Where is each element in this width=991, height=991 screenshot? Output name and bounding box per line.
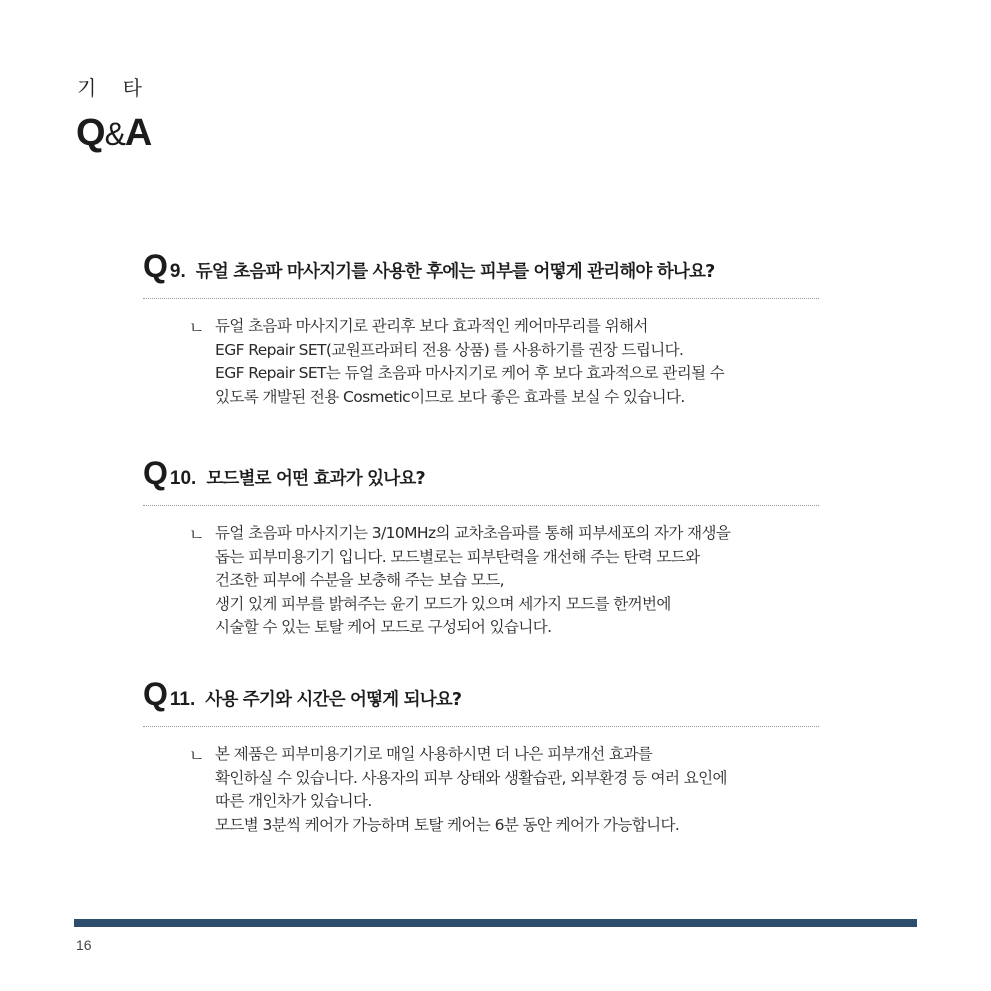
answer-line: 따른 개인차가 있습니다. bbox=[215, 792, 372, 810]
answer-line: EGF Repair SET(교원프라퍼티 전용 상품) 를 사용하기를 권장 드립니다. bbox=[215, 340, 684, 359]
qa-block-10 bbox=[143, 457, 819, 640]
answer-line: 시술할 수 있는 토탈 케어 모드로 구성되어 있습니다. bbox=[215, 618, 552, 636]
answer-block bbox=[143, 743, 819, 837]
question-letter: Q bbox=[143, 455, 168, 491]
answer-line: 돕는 피부미용기기 입니다. 모드별로는 피부탄력을 개선해 주는 탄력 모드와 bbox=[215, 547, 700, 566]
question-text: 모드별로 어떤 효과가 있나요? bbox=[206, 469, 425, 489]
answer-block bbox=[143, 522, 819, 640]
answer-mark: ㄴ bbox=[189, 525, 205, 544]
answer-line: 건조한 피부에 수분을 보충해 주는 보습 모드, bbox=[215, 571, 505, 589]
page-title bbox=[76, 112, 151, 155]
answer-line: 본 제품은 피부미용기기로 매일 사용하시면 더 나은 피부개선 효과를 bbox=[215, 745, 653, 763]
question-heading bbox=[143, 457, 819, 493]
dotted-divider bbox=[143, 726, 819, 727]
page-number: 16 bbox=[76, 937, 92, 953]
dotted-divider bbox=[143, 505, 819, 506]
page-title-q: Q bbox=[76, 112, 105, 154]
answer-line: 생기 있게 피부를 밝혀주는 윤기 모드가 있으며 세가지 모드를 한꺼번에 bbox=[215, 594, 671, 613]
question-number: 9. bbox=[169, 261, 186, 282]
answer-mark: ㄴ bbox=[189, 318, 205, 337]
question-letter: Q bbox=[143, 248, 168, 284]
page-title-a: A bbox=[124, 112, 152, 154]
page-title-amp: & bbox=[104, 116, 125, 152]
question-text: 사용 주기와 시간은 어떻게 되나요? bbox=[205, 690, 462, 710]
answer-line: 확인하실 수 있습니다. 사용자의 피부 상태와 생활습관, 외부환경 등 여러 요인에 bbox=[215, 768, 727, 787]
answer-line: 듀얼 초음파 마사지기는 3/10MHz의 교차초음파를 통해 피부세포의 자가 재생을 bbox=[215, 524, 731, 542]
footer-bar bbox=[74, 919, 917, 927]
question-heading bbox=[143, 250, 819, 286]
answer-line: 있도록 개발된 전용 Cosmetic이므로 보다 좋은 효과를 보실 수 있습니다. bbox=[215, 387, 685, 406]
qa-block-11 bbox=[143, 678, 819, 837]
qa-block-9 bbox=[143, 250, 819, 409]
answer-mark: ㄴ bbox=[189, 746, 205, 765]
answer-line: 모드별 3분씩 케어가 가능하며 토탈 케어는 6분 동안 케어가 가능합니다. bbox=[215, 815, 680, 834]
answer-line: EGF Repair SET는 듀얼 초음파 마사지기로 케어 후 보다 효과적으로 관리될 수 bbox=[215, 364, 725, 382]
question-letter: Q bbox=[143, 676, 168, 712]
dotted-divider bbox=[143, 298, 819, 299]
section-label: 기 타 bbox=[77, 76, 152, 100]
answer-block bbox=[143, 315, 819, 409]
question-heading bbox=[143, 678, 819, 714]
answer-line: 듀얼 초음파 마사지기로 관리후 보다 효과적인 케어마무리를 위해서 bbox=[215, 317, 648, 335]
question-text: 듀얼 초음파 마사지기를 사용한 후에는 피부를 어떻게 관리해야 하나요? bbox=[195, 262, 715, 282]
question-number: 11. bbox=[169, 689, 196, 710]
question-number: 10. bbox=[169, 468, 197, 489]
